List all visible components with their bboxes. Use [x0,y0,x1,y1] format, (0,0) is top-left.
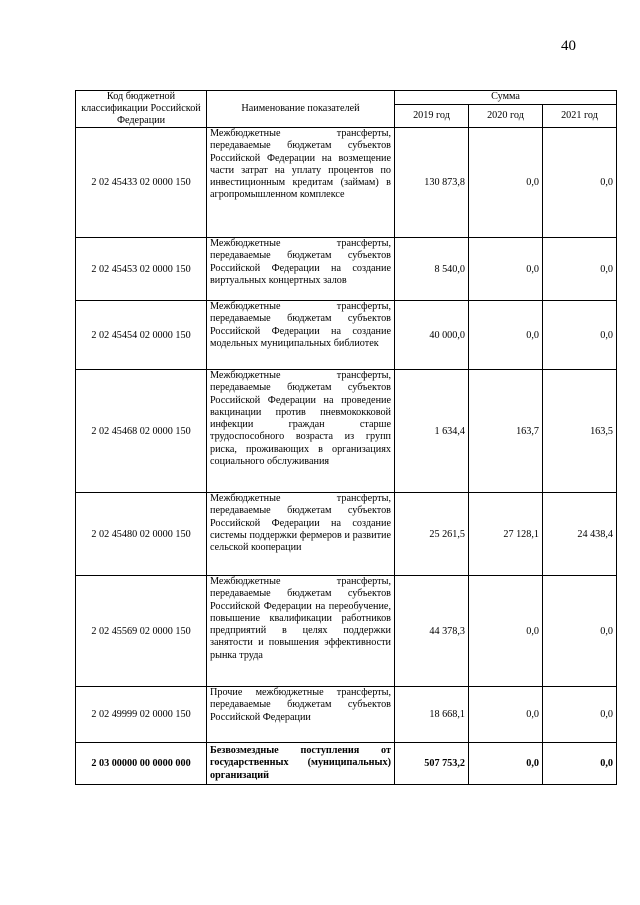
row-2020: 27 128,1 [469,493,543,576]
row-code: 2 02 45480 02 0000 150 [76,493,207,576]
table-row-total [76,743,617,785]
header-name: Наименование показателей [207,91,395,128]
table-row [76,493,617,576]
table-row [76,687,617,743]
row-2019: 44 378,3 [395,576,469,687]
row-2019: 507 753,2 [395,743,469,785]
row-2019: 18 668,1 [395,687,469,743]
row-code: 2 02 45468 02 0000 150 [76,370,207,493]
row-2020: 0,0 [469,128,543,238]
header-code: Код бюджетной классификации Российской Федерации [76,91,207,128]
table-row [76,128,617,238]
row-code: 2 03 00000 00 0000 000 [76,743,207,785]
row-2021: 24 438,4 [543,493,617,576]
row-name: Межбюджетные трансферты, передаваемые бюджетам субъектов Российской Федерации на создание модельных муниципальных библиотек [207,301,395,370]
row-name: Прочие межбюджетные трансферты, передаваемые бюджетам субъектов Российской Федерации [207,687,395,743]
row-2021: 0,0 [543,238,617,301]
header-year-2019: 2019 год [395,104,469,127]
row-code: 2 02 45433 02 0000 150 [76,128,207,238]
row-2019: 25 261,5 [395,493,469,576]
row-2021: 0,0 [543,687,617,743]
row-code: 2 02 49999 02 0000 150 [76,687,207,743]
row-2021: 0,0 [543,743,617,785]
row-2020: 163,7 [469,370,543,493]
row-name: Межбюджетные трансферты, передаваемые бюджетам субъектов Российской Федерации на переобучение, повышение квалификации работников предприятий в целях поддержки занятости и повышения эффективности рынка труда [207,576,395,687]
row-2020: 0,0 [469,576,543,687]
header-sum: Сумма [395,91,617,105]
row-name: Безвозмездные поступления от государственных (муниципальных) организаций [207,743,395,785]
row-2021: 0,0 [543,301,617,370]
row-2019: 130 873,8 [395,128,469,238]
row-2020: 0,0 [469,743,543,785]
header-year-2020: 2020 год [469,104,543,127]
row-2020: 0,0 [469,687,543,743]
page-number: 40 [561,38,576,54]
row-code: 2 02 45569 02 0000 150 [76,576,207,687]
row-code: 2 02 45453 02 0000 150 [76,238,207,301]
table-row [76,301,617,370]
table-row [76,370,617,493]
row-2019: 1 634,4 [395,370,469,493]
header-year-2021: 2021 год [543,104,617,127]
row-2020: 0,0 [469,238,543,301]
row-2019: 8 540,0 [395,238,469,301]
table-row [76,238,617,301]
row-name: Межбюджетные трансферты, передаваемые бюджетам субъектов Российской Федерации на возмещение части затрат на уплату процентов по инвестиционным кредитам (займам) в агропромышленном комплексе [207,128,395,238]
table-row [76,576,617,687]
row-2021: 0,0 [543,128,617,238]
row-name: Межбюджетные трансферты, передаваемые бюджетам субъектов Российской Федерации на создание системы поддержки фермеров и развитие сельской кооперации [207,493,395,576]
row-name: Межбюджетные трансферты, передаваемые бюджетам субъектов Российской Федерации на создание виртуальных концертных залов [207,238,395,301]
row-2021: 163,5 [543,370,617,493]
row-code: 2 02 45454 02 0000 150 [76,301,207,370]
budget-table [75,90,617,785]
row-2019: 40 000,0 [395,301,469,370]
row-name: Межбюджетные трансферты, передаваемые бюджетам субъектов Российской Федерации на проведение вакцинации против пневмококковой инфекции граждан старше трудоспособного возраста из групп риска, проживающих в организациях социального обслуживания [207,370,395,493]
row-2021: 0,0 [543,576,617,687]
row-2020: 0,0 [469,301,543,370]
